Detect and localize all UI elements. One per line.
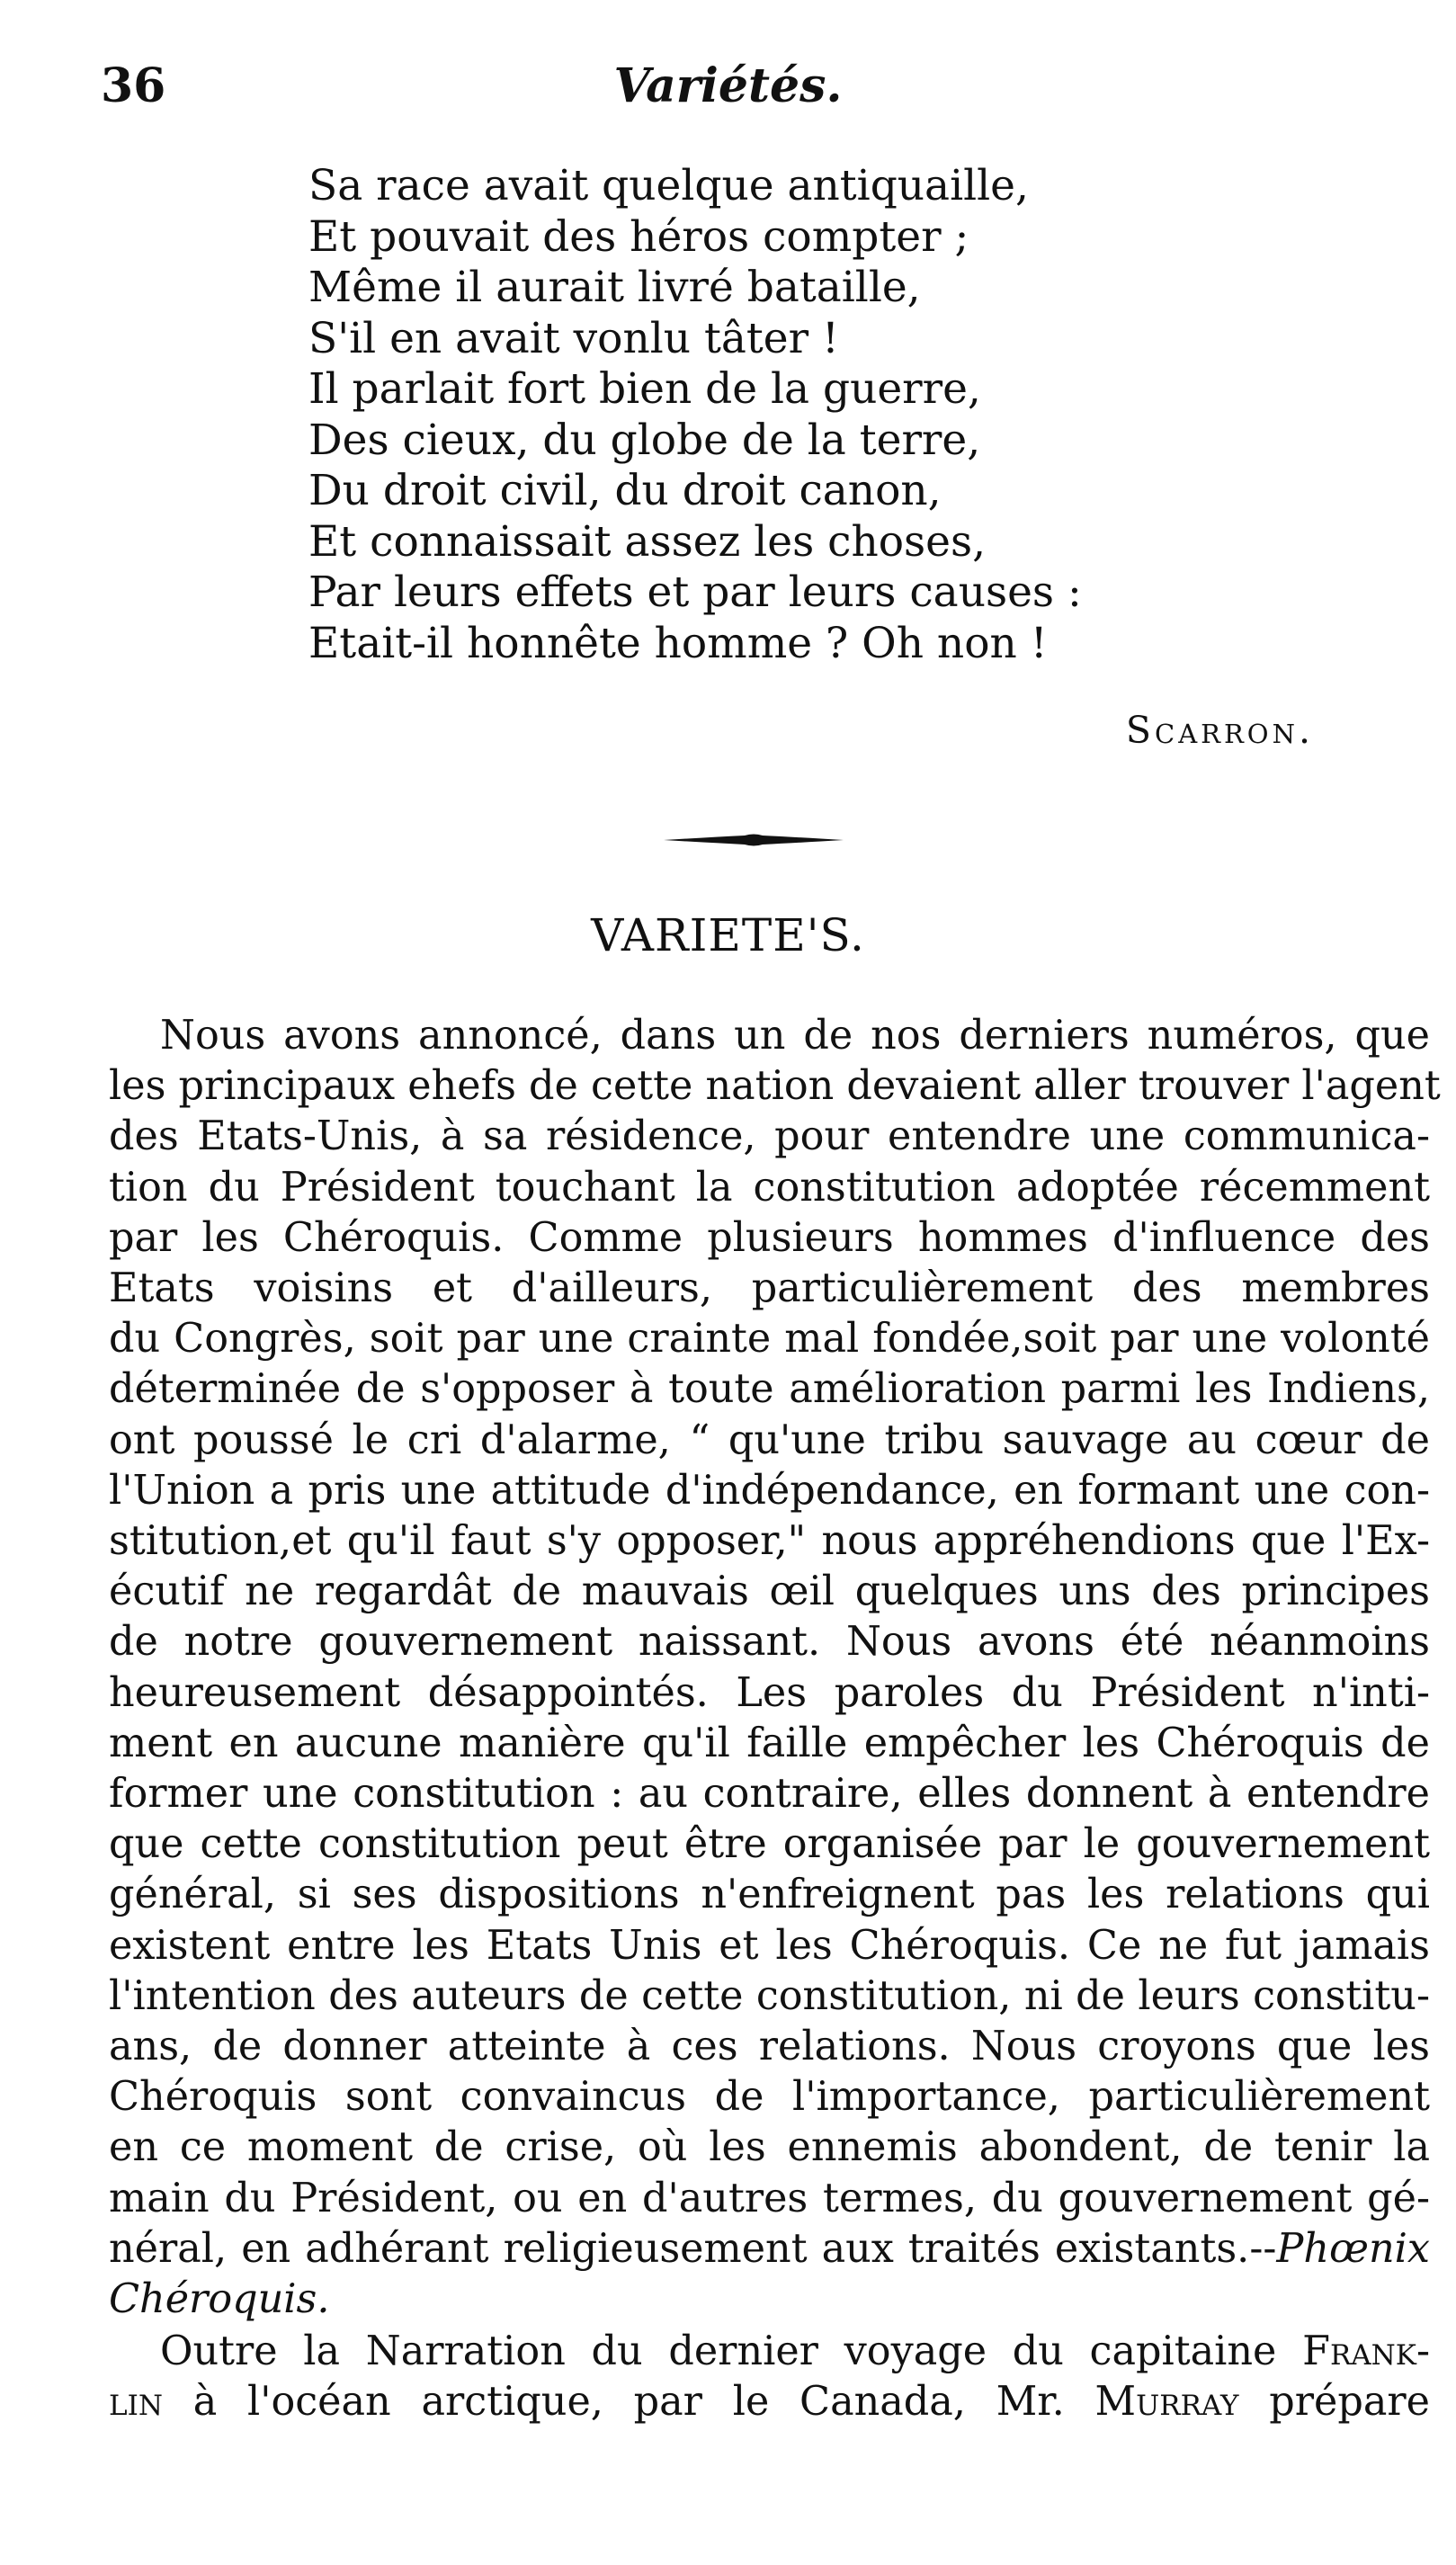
paragraph-line-text: néral, en adhérant religieusement aux traités existants.-- (109, 2225, 1277, 2272)
paragraph-line (109, 2275, 1430, 2325)
poem-line: Et connaissait assez les choses, (308, 516, 987, 567)
paragraph-line: existent entre les Etats Unis et les Chéroquis. Ce ne fut jamais (109, 1922, 1430, 1969)
paragraph-line (109, 2224, 1430, 2275)
paragraph-line: Nous avons annoncé, dans un de nos derniers numéros, que (160, 1013, 1430, 1059)
paragraph-line: en ce moment de crise, où les ennemis abondent, de tenir la (109, 2124, 1430, 2171)
paragraph-line: l'intention des auteurs de cette constitution, ni de leurs constitu- (109, 1972, 1430, 2019)
paragraph-line-text: Outre la Narration du dernier voyage du capitaine (160, 2328, 1303, 2374)
poem-line: Et pouvait des héros compter ; (308, 211, 969, 262)
paragraph-line: heureusement désappointés. Les paroles du Président n'inti- (109, 1669, 1430, 1716)
paragraph-line-text: à l'océan arctique, par le Canada, Mr. (162, 2379, 1095, 2426)
poem-line: Sa race avait quelque antiquaille, (308, 161, 1029, 210)
paragraph-line: écutif ne regardât de mauvais œil quelques uns des principes (109, 1568, 1430, 1615)
section-divider-ornament (664, 829, 844, 854)
paragraph-line: des Etats-Unis, à sa résidence, pour entendre une communica- (109, 1113, 1430, 1160)
poem-line: Etait-il honnête homme ? Oh non ! (308, 618, 1048, 668)
divider-rule-icon (664, 829, 844, 851)
poem-author: Scarron. (1125, 709, 1314, 752)
paragraph-line: l'Union a pris une attitude d'indépendance, en formant une con- (109, 1467, 1430, 1514)
person-name: Murray (1094, 2379, 1239, 2426)
paragraph-line: Etats voisins et d'ailleurs, particulièrement des membres (109, 1265, 1430, 1312)
source-credit: Chéroquis. (109, 2276, 330, 2323)
paragraph-line: que cette constitution peut être organisée par le gouvernement (109, 1821, 1430, 1868)
person-name: Frank- (1302, 2328, 1430, 2374)
paragraph-line: déterminée de s'opposer à toute amélioration parmi les Indiens, (109, 1366, 1430, 1413)
paragraph-line (109, 2377, 1430, 2427)
paragraph-line: par les Chéroquis. Comme plusieurs hommes d'influence des (109, 1214, 1430, 1261)
page-number: 36 (101, 58, 166, 113)
paragraph-line: ment en aucune manière qu'il faille empêcher les Chéroquis de (109, 1720, 1430, 1766)
paragraph-line: du Congrès, soit par une crainte mal fondée,soit par une volonté (109, 1316, 1430, 1363)
poem-stanza (308, 161, 1298, 669)
poem-line: S'il en avait vonlu tâter ! (308, 313, 839, 363)
running-title: Variétés. (613, 58, 843, 113)
paragraph-line: ans, de donner atteinte à ces relations. Nous croyons que les (109, 2024, 1430, 2070)
paragraph-line: former une constitution : au contraire, elles donnent à entendre (109, 1771, 1430, 1818)
paragraph-line: les principaux ehefs de cette nation devaient aller trouver l'agent (109, 1063, 1441, 1110)
paragraph-line (109, 2327, 1430, 2377)
article-paragraph (109, 1011, 1441, 2325)
poem-line: Même il aurait livré bataille, (308, 263, 921, 312)
paragraph-line: de notre gouvernement naissant. Nous avons été néanmoins (109, 1619, 1430, 1666)
paragraph-line: main du Président, ou en d'autres termes, du gouvernement gé- (109, 2175, 1430, 2221)
paragraph-line: tion du Président touchant la constitution adoptée récemment (109, 1164, 1430, 1211)
source-credit: Phœnix (1276, 2225, 1430, 2272)
poem-line: Des cieux, du globe de la terre, (308, 415, 981, 465)
poem-line: Par leurs effets et par leurs causes : (308, 568, 1082, 617)
paragraph-line: général, si ses dispositions n'enfreignent pas les relations qui (109, 1872, 1430, 1918)
paragraph-line: stitution,et qu'il faut s'y opposer," nous appréhendions que l'Ex- (109, 1518, 1430, 1565)
paragraph-line: Chéroquis sont convaincus de l'importance, particulièrement (109, 2074, 1430, 2121)
article-paragraph (109, 2327, 1430, 2427)
paragraph-line: ont poussé le cri d'alarme, “ qu'une tribu sauvage au cœur de (109, 1417, 1430, 1463)
section-heading: VARIETE'S. (591, 909, 865, 961)
paragraph-line-text: prépare (1238, 2379, 1430, 2426)
poem-line: Il parlait fort bien de la guerre, (308, 364, 981, 414)
poem-line: Du droit civil, du droit canon, (308, 466, 942, 515)
person-name: lin (109, 2379, 163, 2426)
